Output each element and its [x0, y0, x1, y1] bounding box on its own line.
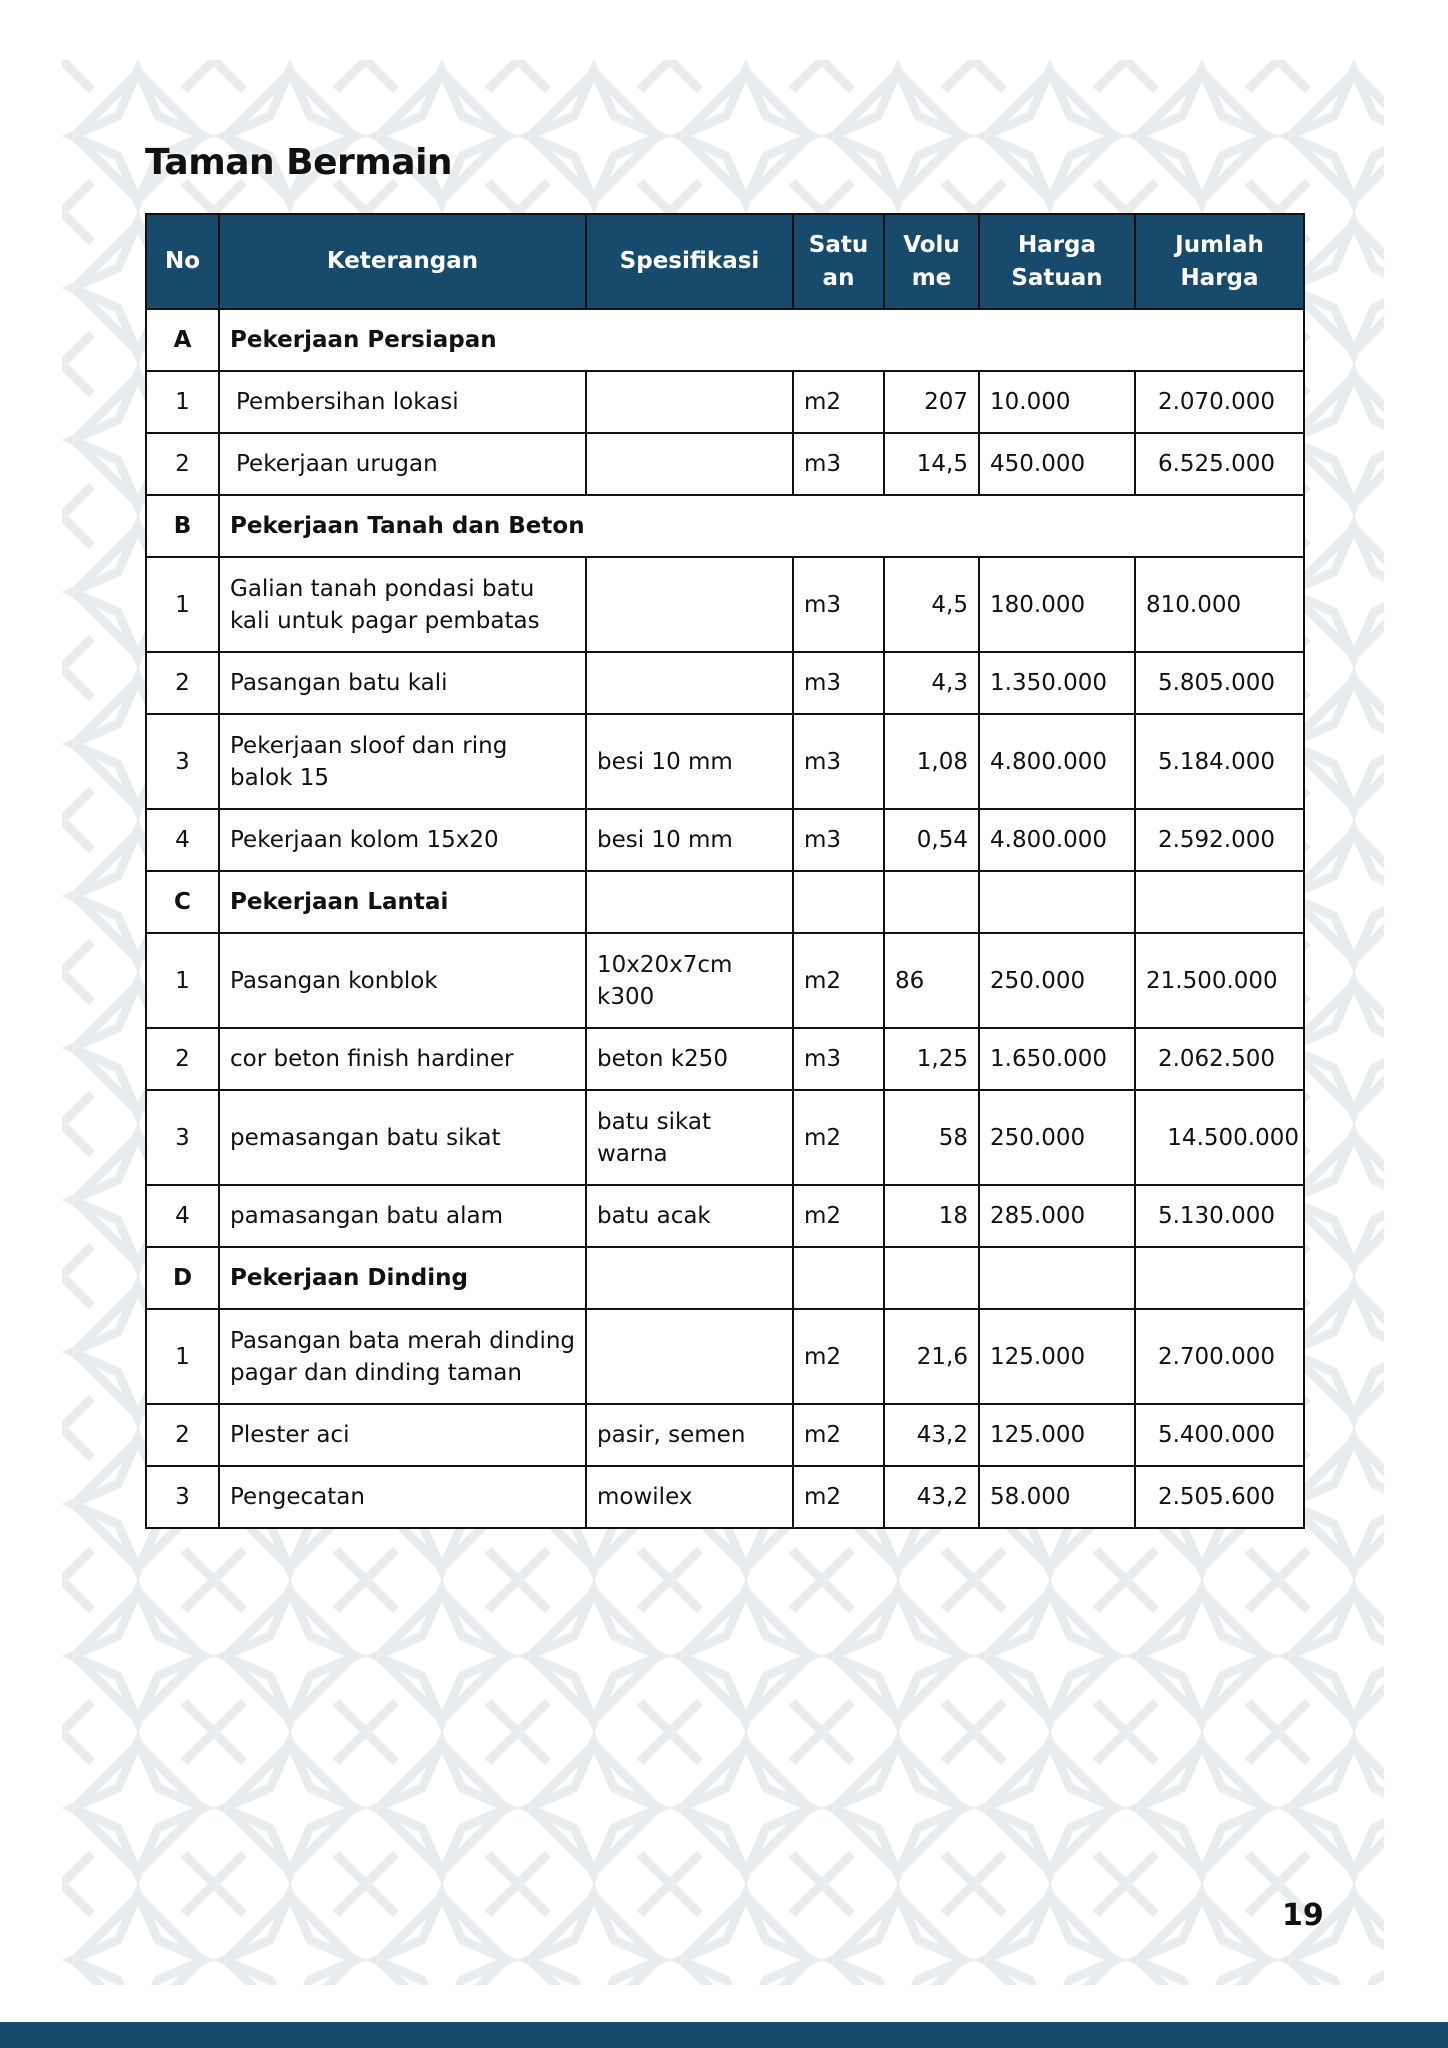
cell-no: 4 — [146, 809, 219, 871]
header-satuan: Satuan — [793, 214, 884, 309]
cell-no: 2 — [146, 433, 219, 495]
cell-harga-satuan: 250.000 — [979, 1090, 1135, 1185]
cell-jumlah-harga: 5.400.000 — [1135, 1404, 1304, 1466]
cell-jumlah-harga: 6.525.000 — [1135, 433, 1304, 495]
table-row — [146, 933, 1304, 1028]
cell-volume: 21,6 — [884, 1309, 979, 1404]
section-row — [146, 871, 1304, 933]
table-row — [146, 433, 1304, 495]
cell-volume: 43,2 — [884, 1466, 979, 1528]
cell-jumlah-harga: 5.130.000 — [1135, 1185, 1304, 1247]
section-row — [146, 309, 1304, 371]
cell-volume: 14,5 — [884, 433, 979, 495]
cell-no: 2 — [146, 652, 219, 714]
section-title: Pekerjaan Dinding — [219, 1247, 586, 1309]
cell-spesifikasi: mowilex — [586, 1466, 793, 1528]
table-row — [146, 1090, 1304, 1185]
page-title: Taman Bermain — [145, 142, 453, 183]
cell-jumlah-harga: 2.700.000 — [1135, 1309, 1304, 1404]
cell-jumlah-harga: 5.184.000 — [1135, 714, 1304, 809]
table-row — [146, 371, 1304, 433]
cell-no: 3 — [146, 714, 219, 809]
cell-keterangan: Pengecatan — [219, 1466, 586, 1528]
cell-jumlah-harga: 810.000 — [1135, 557, 1304, 652]
table-header-row — [146, 214, 1304, 309]
cell-jumlah-harga: 2.070.000 — [1135, 371, 1304, 433]
section-title: Pekerjaan Tanah dan Beton — [219, 495, 1304, 557]
section-title: Pekerjaan Lantai — [219, 871, 586, 933]
cell-volume: 43,2 — [884, 1404, 979, 1466]
cell-spesifikasi: besi 10 mm — [586, 714, 793, 809]
header-harga-satuan: Harga Satuan — [979, 214, 1135, 309]
footer-bar — [0, 2022, 1448, 2048]
cell-no: 3 — [146, 1090, 219, 1185]
cell-keterangan: Pekerjaan kolom 15x20 — [219, 809, 586, 871]
cell-satuan: m2 — [793, 1309, 884, 1404]
section-code: B — [146, 495, 219, 557]
cell-satuan: m2 — [793, 933, 884, 1028]
cell-keterangan: Plester aci — [219, 1404, 586, 1466]
cell-no: 4 — [146, 1185, 219, 1247]
cell-satuan: m3 — [793, 433, 884, 495]
cell-harga-satuan: 285.000 — [979, 1185, 1135, 1247]
table-row — [146, 1466, 1304, 1528]
cell-volume: 1,25 — [884, 1028, 979, 1090]
cell-keterangan: Pasangan batu kali — [219, 652, 586, 714]
header-spesifikasi: Spesifikasi — [586, 214, 793, 309]
cell-jumlah-harga: 14.500.000 — [1135, 1090, 1304, 1185]
cell-harga-satuan: 1.650.000 — [979, 1028, 1135, 1090]
cell-satuan: m2 — [793, 1185, 884, 1247]
header-keterangan: Keterangan — [219, 214, 586, 309]
cell-spesifikasi — [586, 557, 793, 652]
cell-harga-satuan: 10.000 — [979, 371, 1135, 433]
cell-volume: 207 — [884, 371, 979, 433]
table-row — [146, 1028, 1304, 1090]
section-code: C — [146, 871, 219, 933]
cell-spesifikasi: beton k250 — [586, 1028, 793, 1090]
table-row — [146, 809, 1304, 871]
cell-volume: 4,5 — [884, 557, 979, 652]
cell-spesifikasi: besi 10 mm — [586, 809, 793, 871]
table-row — [146, 1185, 1304, 1247]
cell-jumlah-harga: 2.592.000 — [1135, 809, 1304, 871]
cell-volume: 4,3 — [884, 652, 979, 714]
cell-spesifikasi: pasir, semen — [586, 1404, 793, 1466]
table-row — [146, 557, 1304, 652]
cell-no: 1 — [146, 371, 219, 433]
cell-volume: 18 — [884, 1185, 979, 1247]
cell-volume: 0,54 — [884, 809, 979, 871]
cell-spesifikasi: 10x20x7cm k300 — [586, 933, 793, 1028]
section-code: D — [146, 1247, 219, 1309]
cell-no: 3 — [146, 1466, 219, 1528]
section-row — [146, 495, 1304, 557]
cell-keterangan: pamasangan batu alam — [219, 1185, 586, 1247]
cell-satuan: m2 — [793, 1466, 884, 1528]
cell-no: 1 — [146, 933, 219, 1028]
cell-harga-satuan: 4.800.000 — [979, 809, 1135, 871]
cell-keterangan: Pasangan konblok — [219, 933, 586, 1028]
cell-volume: 86 — [884, 933, 979, 1028]
cell-harga-satuan: 450.000 — [979, 433, 1135, 495]
cell-harga-satuan: 125.000 — [979, 1404, 1135, 1466]
cell-harga-satuan: 125.000 — [979, 1309, 1135, 1404]
page-number: 19 — [1282, 1898, 1324, 1933]
cell-jumlah-harga: 21.500.000 — [1135, 933, 1304, 1028]
table-row — [146, 714, 1304, 809]
header-no: No — [146, 214, 219, 309]
cell-no: 1 — [146, 557, 219, 652]
cell-jumlah-harga: 2.062.500 — [1135, 1028, 1304, 1090]
section-row — [146, 1247, 1304, 1309]
cell-keterangan: Pasangan bata merah dinding pagar dan dinding taman — [219, 1309, 586, 1404]
cell-keterangan: Galian tanah pondasi batu kali untuk pagar pembatas — [219, 557, 586, 652]
cell-satuan: m3 — [793, 652, 884, 714]
cell-keterangan: pemasangan batu sikat — [219, 1090, 586, 1185]
table-row — [146, 652, 1304, 714]
cell-spesifikasi — [586, 652, 793, 714]
cell-no: 1 — [146, 1309, 219, 1404]
cell-harga-satuan: 1.350.000 — [979, 652, 1135, 714]
cell-spesifikasi — [586, 433, 793, 495]
cell-keterangan: cor beton finish hardiner — [219, 1028, 586, 1090]
table-row — [146, 1309, 1304, 1404]
cell-satuan: m2 — [793, 1404, 884, 1466]
cell-harga-satuan: 4.800.000 — [979, 714, 1135, 809]
cell-satuan: m2 — [793, 371, 884, 433]
section-code: A — [146, 309, 219, 371]
cell-keterangan: Pekerjaan sloof dan ring balok 15 — [219, 714, 586, 809]
cell-volume: 58 — [884, 1090, 979, 1185]
cell-spesifikasi: batu sikat warna — [586, 1090, 793, 1185]
cell-keterangan: Pekerjaan urugan — [219, 433, 586, 495]
cell-harga-satuan: 58.000 — [979, 1466, 1135, 1528]
cell-harga-satuan: 180.000 — [979, 557, 1135, 652]
section-title: Pekerjaan Persiapan — [219, 309, 1304, 371]
cell-satuan: m3 — [793, 714, 884, 809]
cell-satuan: m2 — [793, 1090, 884, 1185]
cell-satuan: m3 — [793, 557, 884, 652]
cell-volume: 1,08 — [884, 714, 979, 809]
cell-spesifikasi — [586, 1309, 793, 1404]
header-volume: Volume — [884, 214, 979, 309]
cell-spesifikasi — [586, 371, 793, 433]
cost-estimate-table — [145, 213, 1305, 1529]
cell-keterangan: Pembersihan lokasi — [219, 371, 586, 433]
cell-no: 2 — [146, 1028, 219, 1090]
header-jumlah-harga: Jumlah Harga — [1135, 214, 1304, 309]
cell-jumlah-harga: 5.805.000 — [1135, 652, 1304, 714]
cell-no: 2 — [146, 1404, 219, 1466]
cell-harga-satuan: 250.000 — [979, 933, 1135, 1028]
cell-satuan: m3 — [793, 809, 884, 871]
cell-jumlah-harga: 2.505.600 — [1135, 1466, 1304, 1528]
cell-satuan: m3 — [793, 1028, 884, 1090]
cell-spesifikasi: batu acak — [586, 1185, 793, 1247]
table-row — [146, 1404, 1304, 1466]
